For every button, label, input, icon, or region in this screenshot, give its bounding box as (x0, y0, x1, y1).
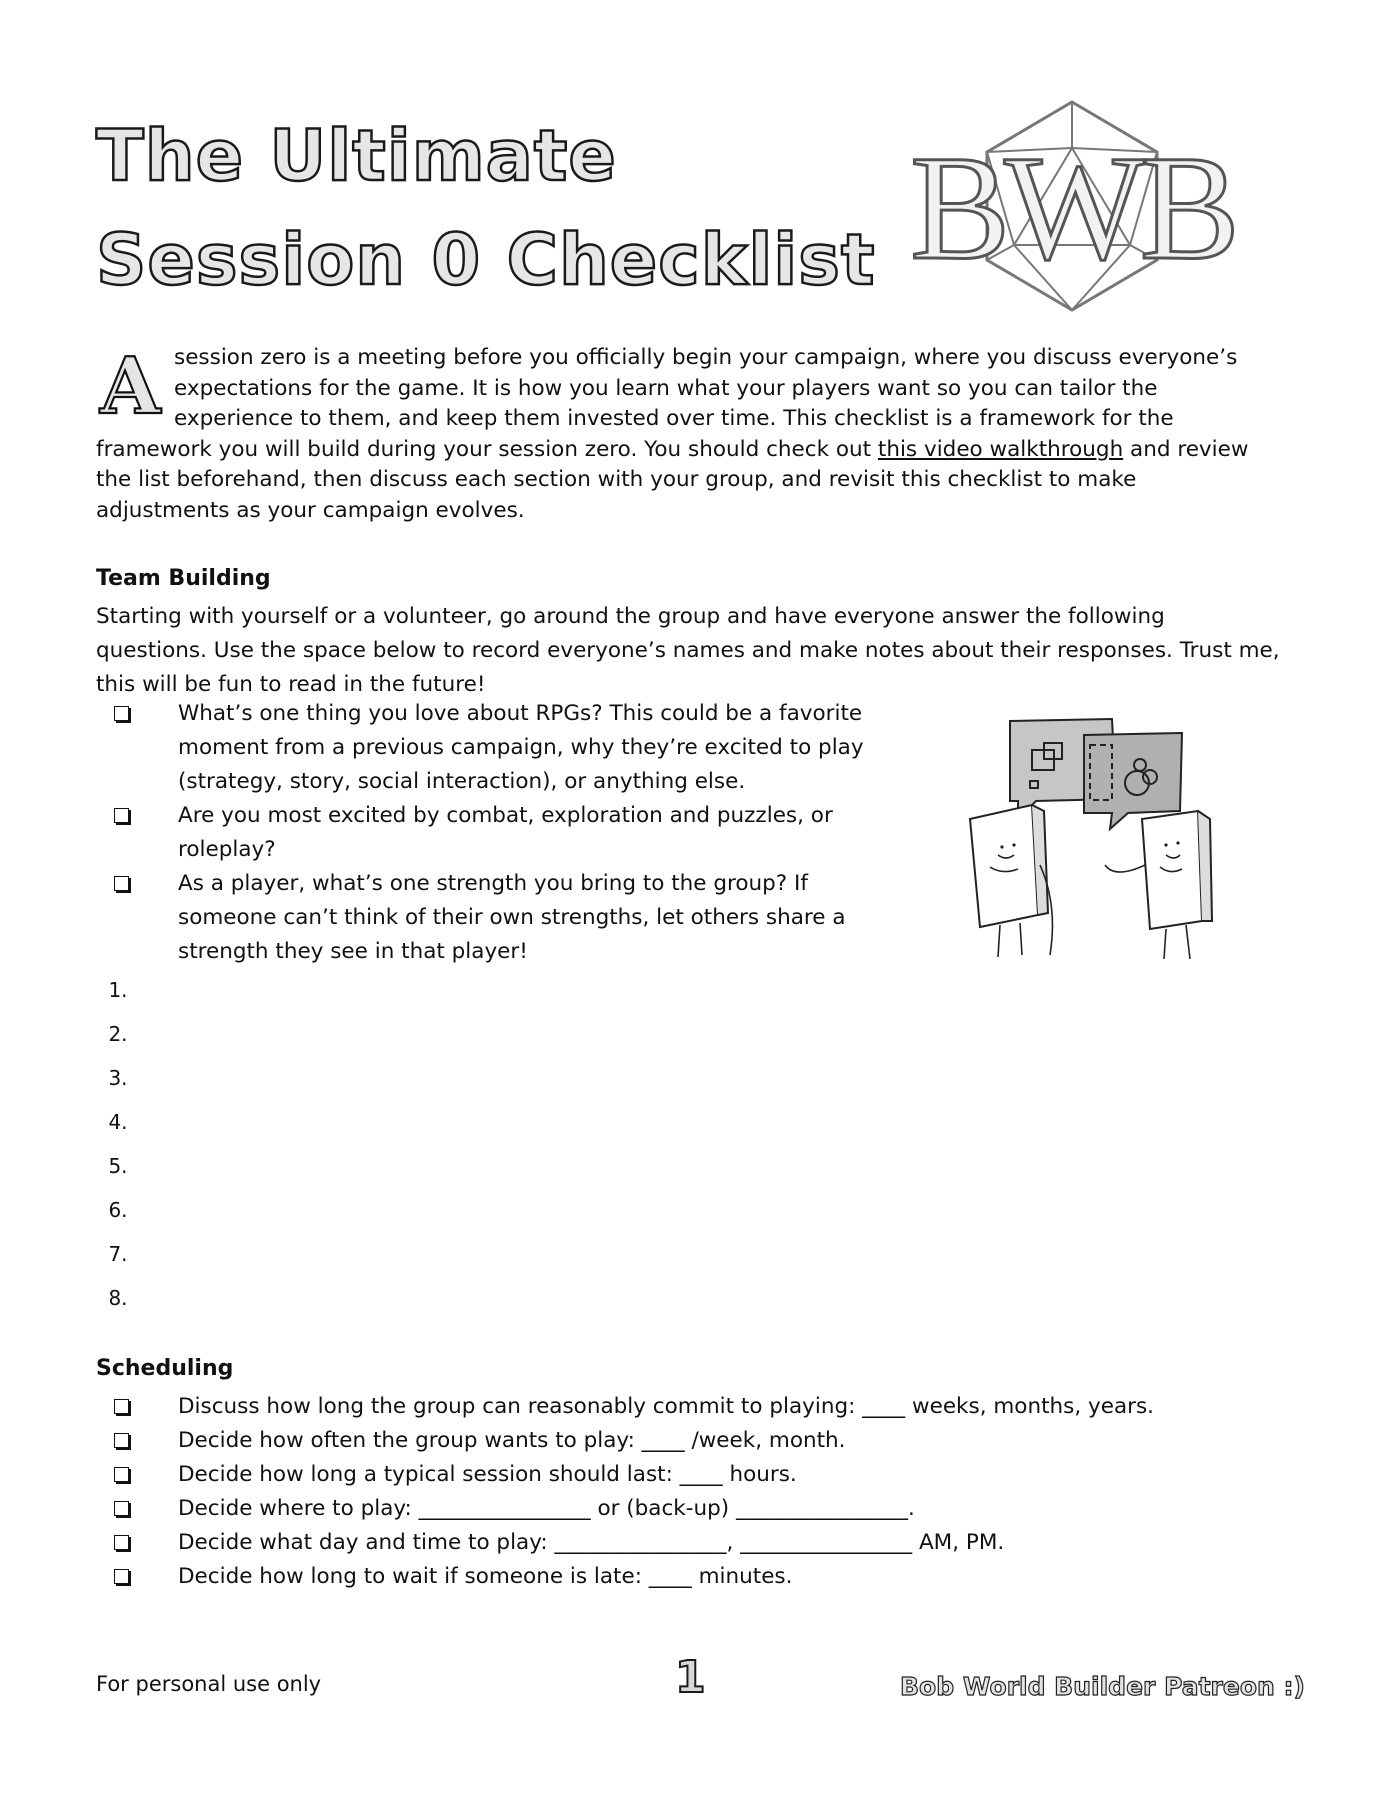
checklist-item-text: Decide what day and time to play: ________________, ________________ AM, PM. (178, 1530, 1005, 1555)
checklist-item-text: Decide where to play: ________________ or (back-up) ________________. (178, 1496, 915, 1521)
checklist-item-text: Decide how long a typical session should last: ____ hours. (178, 1462, 797, 1487)
player-numbered-list (96, 968, 140, 1320)
checkbox-icon[interactable] (114, 1467, 129, 1482)
checklist-item-text: Are you most excited by combat, exploration and puzzles, or roleplay? (178, 803, 833, 862)
bwb-logo (872, 100, 1272, 315)
list-item: 4. (108, 1110, 128, 1134)
team-building-heading: Team Building (96, 566, 271, 591)
list-item (96, 1560, 1296, 1594)
title-line-2: Session 0 Checklist (96, 219, 876, 301)
title-line-1: The Ultimate (96, 115, 617, 197)
list-item: 7. (108, 1242, 128, 1266)
list-item: 1. (108, 978, 128, 1002)
dropcap-letter (96, 347, 170, 417)
checklist-item-text: Discuss how long the group can reasonably commit to playing: ____ weeks, months, years. (178, 1394, 1155, 1419)
list-item: 3. (108, 1066, 128, 1090)
checkbox-icon[interactable] (114, 706, 129, 721)
list-item (96, 1492, 1296, 1526)
list-item (96, 697, 976, 799)
intro-text-start: session zero is a meeting before you officially begin your campaign, where you discuss everyone’s expectations for the game. It is how you learn what your players want so you can tailor the experience to them, and keep them invested over time. This checklist is a framework for the framework you will build during your session zero. You should check out (96, 345, 1238, 462)
list-item (96, 1390, 1296, 1424)
logo-text: BWB (910, 125, 1234, 291)
checkbox-icon[interactable] (114, 1501, 129, 1516)
checkbox-icon[interactable] (114, 1535, 129, 1550)
list-item: 8. (108, 1286, 128, 1310)
list-item: 5. (108, 1154, 128, 1178)
scheduling-checklist (96, 1390, 1296, 1594)
list-item (96, 799, 976, 867)
list-item: 6. (108, 1198, 128, 1222)
list-item (96, 1458, 1296, 1492)
checklist-item-text: Decide how often the group wants to play: ____ /week, month. (178, 1428, 846, 1453)
checkbox-icon[interactable] (114, 876, 129, 891)
list-item (96, 1424, 1296, 1458)
players-talking-illustration (940, 715, 1240, 990)
checklist-item-text: What’s one thing you love about RPGs? This could be a favorite moment from a previous campaign, why they’re excited to play (strategy, story, social interaction), or anything else. (178, 701, 864, 794)
intro-text-end: and review the list beforehand, then discuss each section with your group, and revisit this checklist to make adjustments as your campaign evolves. (96, 436, 1249, 523)
checkbox-icon[interactable] (114, 808, 129, 823)
page-number: 1 (675, 1652, 706, 1703)
list-item (96, 867, 976, 969)
checkbox-icon[interactable] (114, 1399, 129, 1414)
list-item (96, 1526, 1296, 1560)
checkbox-icon[interactable] (114, 1569, 129, 1584)
team-building-paragraph: Starting with yourself or a volunteer, go around the group and have everyone answer the following questions. Use the space below to record everyone’s names and make notes about their responses. Trust me, this will be fun to read in the future! (96, 604, 1280, 697)
page-title (96, 104, 875, 312)
footer-patreon-credit: Bob World Builder Patreon :) (900, 1672, 1305, 1701)
intro-paragraph (96, 343, 1266, 526)
checklist-item-text: As a player, what’s one strength you bring to the group? If someone can’t think of their own strengths, let others share a strength they see in that player! (178, 871, 846, 964)
list-item: 2. (108, 1022, 128, 1046)
team-building-checklist (96, 697, 976, 969)
dropcap-text: A (100, 347, 161, 417)
checkbox-icon[interactable] (114, 1433, 129, 1448)
scheduling-heading: Scheduling (96, 1356, 234, 1381)
footer-usage-note: For personal use only (96, 1672, 322, 1696)
checklist-item-text: Decide how long to wait if someone is late: ____ minutes. (178, 1564, 793, 1589)
video-walkthrough-link[interactable]: this video walkthrough (877, 436, 1124, 462)
